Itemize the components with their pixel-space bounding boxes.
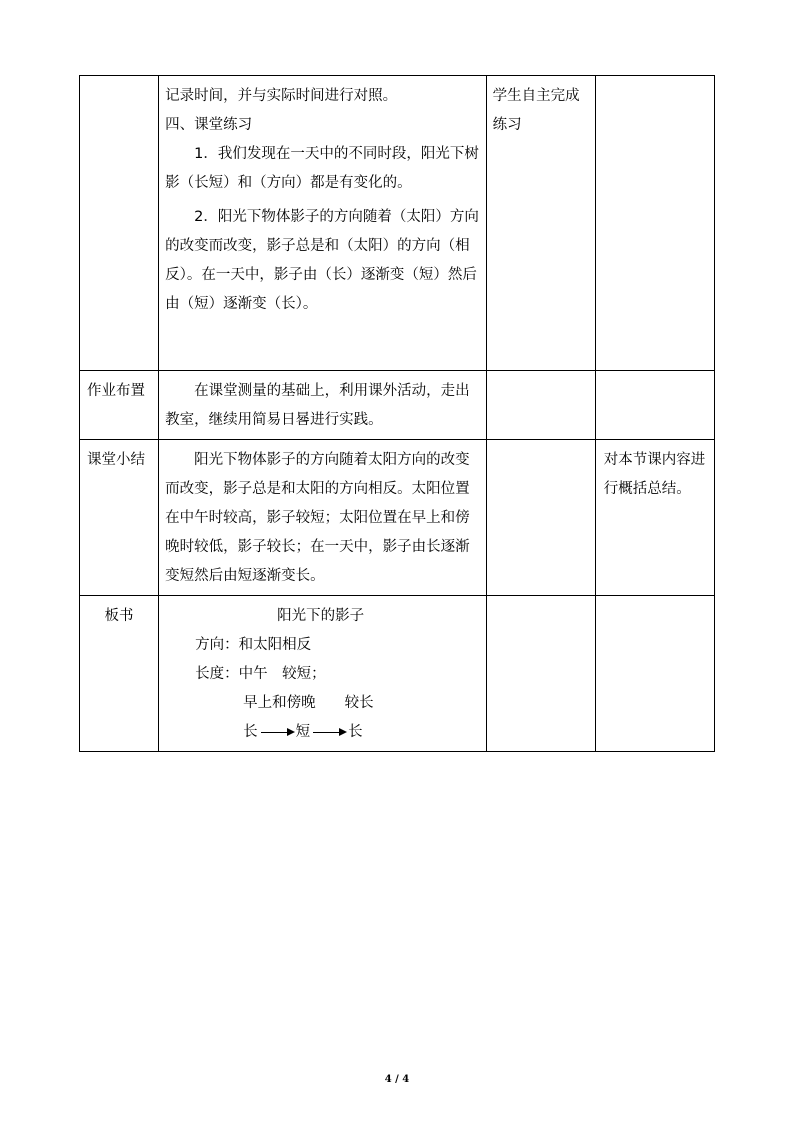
- lesson-plan-table: [79, 75, 715, 752]
- page-number: 4 / 4: [384, 1074, 410, 1085]
- sequence-step: 长: [243, 724, 258, 740]
- row-label-cell: 作业布置: [80, 371, 159, 440]
- content-line: 记录时间，并与实际时间进行对照。: [165, 88, 398, 104]
- board-length-line: 长度：中午 较短；: [195, 666, 326, 682]
- note-cell: [595, 596, 714, 752]
- section-heading: 四、课堂练习: [165, 117, 253, 133]
- board-cell: [159, 596, 487, 752]
- note-cell: 对本节课内容进行概括总结。: [595, 440, 714, 596]
- student-activity-cell: [486, 440, 595, 596]
- row-label-cell: 课堂小结: [80, 440, 159, 596]
- note-cell: [595, 371, 714, 440]
- table-row: [80, 76, 715, 371]
- row-label-cell: 板书: [80, 596, 159, 752]
- board-sequence: [165, 718, 480, 747]
- table-row: [80, 440, 715, 596]
- sequence-step: 长: [348, 724, 363, 740]
- student-activity-cell: [486, 371, 595, 440]
- homework-text: 在课堂测量的基础上，利用课外活动，走出教室，继续用简易日晷进行实践。: [165, 383, 470, 428]
- content-cell: [159, 371, 487, 440]
- table-row: [80, 371, 715, 440]
- board-direction-line: 方向：和太阳相反: [195, 637, 312, 653]
- sequence-step: 短: [295, 724, 311, 740]
- note-cell: [595, 76, 714, 371]
- exercise-item-1: 1．我们发现在一天中的不同时段，阳光下树影（长短）和（方向）都是有变化的。: [165, 146, 479, 191]
- content-cell: [159, 76, 487, 371]
- summary-text: 阳光下物体影子的方向随着太阳方向的改变而改变，影子总是和太阳的方向相反。太阳位置在中午时较高，影子较短；太阳位置在早上和傍晚时较低，影子较长；在一天中，影子由长逐渐变短然后由短逐渐变长。: [165, 452, 470, 584]
- board-title: 阳光下的影子: [277, 608, 365, 624]
- student-activity-cell: 学生自主完成练习: [486, 76, 595, 371]
- arrow-right-icon: [313, 732, 345, 734]
- student-activity-cell: [486, 596, 595, 752]
- row-label-cell: [80, 76, 159, 371]
- exercise-item-2: 2．阳光下物体影子的方向随着（太阳）方向的改变而改变，影子总是和（太阳）的方向（相反）。在一天中，影子由（长）逐渐变（短）然后由（短）逐渐变（长）。: [165, 209, 479, 312]
- board-length-line-2: 早上和傍晚 较长: [243, 695, 374, 711]
- arrow-right-icon: [261, 732, 293, 734]
- content-cell: [159, 440, 487, 596]
- table-row: [80, 596, 715, 752]
